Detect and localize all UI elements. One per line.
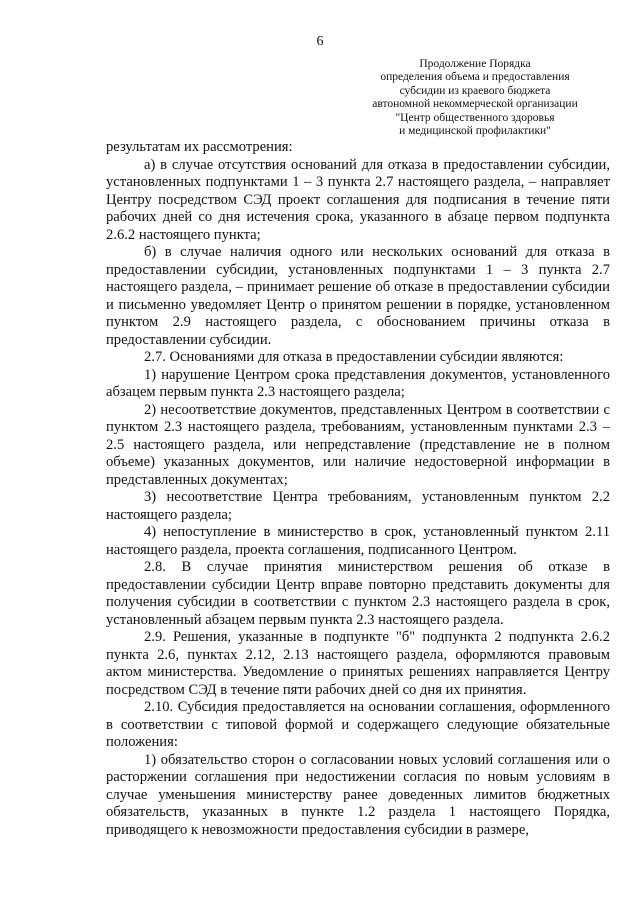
header-line: Продолжение Порядка [419,58,531,70]
paragraph: 2.7. Основаниями для отказа в предоставлении субсидии являются: [144,349,564,365]
body-text [106,139,610,839]
paragraph: б) в случае наличия одного или нескольких оснований для отказа в предоставлении субсидии, установленных подпунктами 1 – 3 пункта 2.7 настоящего раздела, – принимает решение об отказе в предоставлении субсидии и письменно уведомляет Центр о принятом решении в порядке, установленном пунктом 2.9 настоящего раздела, с обоснованием причины отказа в предоставлении субсидии. [106,244,610,348]
paragraph: 2.10. Субсидия предоставляется на основании соглашения, оформленного в соответствии с типовой формой и содержащего следующие обязательные положения: [106,699,610,750]
header-line: "Центр общественного здоровья [395,111,555,124]
header-line: и медицинской профилактики" [399,125,551,138]
paragraph: а) в случае отсутствия оснований для отказа в предоставлении субсидии, установленных подпунктами 1 – 3 пункта 2.7 настоящего раздела, – направляет Центру посредством СЭД проект соглашения для подписания в течение пяти рабочих дней со дня истечения срока, указанного в абзаце первом подпункта 2.6.2 настоящего пункта; [106,156,610,243]
paragraph: результатам их рассмотрения: [106,139,293,155]
header-line: определения объема и предоставления [380,71,570,84]
paragraph: 3) несоответствие Центра требованиям, установленным пунктом 2.2 настоящего раздела; [106,489,610,523]
paragraph: 2.9. Решения, указанные в подпункте "б" подпункта 2 подпункта 2.6.2 пункта 2.6, пунктах 2.12, 2.13 настоящего раздела, оформляются правовым актом министерства. Уведомление о принятых решениях направляется Центру посредством СЭД в течение пяти рабочих дней со дня их принятия. [106,629,610,698]
header-line: субсидии из краевого бюджета [399,84,551,97]
header-line: автономной некоммерческой организации [372,98,578,111]
paragraph: 2.8. В случае принятия министерством решения об отказе в предоставлении субсидии Центр вправе повторно представить документы для получения субсидии в соответствии с пунктом 2.3 настоящего раздела в срок, установленный абзацем первым пункта 2.3 настоящего раздела. [106,559,610,628]
header-note [330,58,620,138]
paragraph: 1) нарушение Центром срока представления документов, установленного абзацем первым пункта 2.3 настоящего раздела; [106,366,610,400]
paragraph: 1) обязательство сторон о согласовании новых условий соглашения или о расторжении соглашения при недостижении согласия по новым условиям в случае уменьшения министерству ранее доведенных лимитов бюджетных обязательств, указанных в пункте 1.2 раздела 1 настоящего Порядка, приводящего к невозможности предоставления субсидии в размере, [106,751,610,838]
paragraph: 2) несоответствие документов, представленных Центром в соответствии с пунктом 2.3 настоящего раздела, требованиям, установленным пунктами 2.3 – 2.5 настоящего раздела, или непредставление (представление не в полном объеме) указанных документов, или наличие недостоверной информации в представленных документах; [106,401,610,488]
paragraph: 4) непоступление в министерство в срок, установленный пунктом 2.11 настоящего раздела, проекта соглашения, подписанного Центром. [106,524,610,558]
page-number: 6 [316,34,324,49]
